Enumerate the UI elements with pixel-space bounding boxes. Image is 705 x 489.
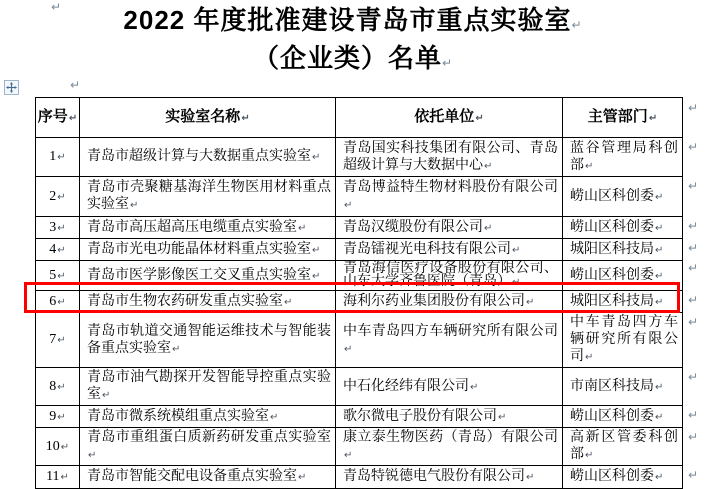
cell-dept: 蓝谷管理局科创部↵: [563, 138, 683, 177]
cell-end-mark: ↵: [344, 343, 353, 355]
cell-lab-name: 青岛市医学影像医工交叉重点实验室↵: [80, 261, 336, 291]
cell-no: 9↵: [36, 406, 80, 428]
cell-end-mark: ↵: [130, 200, 139, 211]
cell-lab-name: 青岛市生物农药研发重点实验室↵: [80, 291, 336, 313]
table-row-highlighted: [36, 291, 703, 313]
cell-end-mark: ↵: [312, 152, 321, 163]
table-row: [36, 261, 703, 291]
header-org: 依托单位↵: [336, 98, 563, 138]
cell-end-mark: ↵: [102, 390, 111, 401]
header-lab-name: 实验室名称↵: [80, 98, 336, 138]
cell-end-mark: ↵: [57, 335, 66, 346]
cell-end-mark: ↵: [484, 160, 493, 172]
cell-no: 8↵: [36, 368, 80, 406]
cell-no: 7↵: [36, 313, 80, 368]
cell-end-mark: ↵: [655, 381, 664, 393]
cell-end-mark: ↵: [470, 381, 479, 393]
cell-end-mark: ↵: [655, 296, 664, 308]
cell-end-mark: ↵: [655, 270, 664, 282]
cell-end-mark: ↵: [57, 381, 66, 393]
cell-end-mark: ↵: [655, 222, 664, 234]
row-end-mark: ↵: [688, 260, 699, 275]
cell-end-mark: ↵: [57, 270, 66, 282]
cell-no: 4↵: [36, 239, 80, 261]
cell-no: 3↵: [36, 217, 80, 239]
cell-end-mark: ↵: [312, 244, 321, 256]
cell-end-mark: ↵: [512, 277, 521, 288]
cell-org: 青岛镭视光电科技有限公司↵: [336, 239, 563, 261]
row-end-mark: ↵: [688, 240, 699, 255]
paragraph-mark: ↵: [70, 78, 81, 92]
cell-end-mark: ↵: [88, 450, 97, 461]
table-row: [36, 138, 703, 177]
cell-lab-name: 青岛市重组蛋白质新药研发重点实验室↵: [80, 428, 336, 466]
cell-end-mark: ↵: [585, 450, 594, 461]
cell-end-mark: ↵: [585, 352, 594, 363]
cell-end-mark: ↵: [241, 113, 250, 124]
table-row: [36, 466, 703, 489]
cell-end-mark: ↵: [270, 411, 279, 423]
cell-no: 2↵: [36, 177, 80, 217]
cell-end-mark: ↵: [512, 244, 521, 256]
cell-end-mark: ↵: [585, 160, 594, 172]
cell-end-mark: ↵: [344, 450, 353, 461]
cell-end-mark: ↵: [57, 222, 66, 234]
table-row: [36, 177, 703, 217]
cell-end-mark: ↵: [475, 113, 484, 124]
cell-end-mark: ↵: [344, 200, 353, 211]
cell-lab-name: 青岛市光电功能晶体材料重点实验室↵: [80, 239, 336, 261]
cell-org: 青岛汉缆股份有限公司↵: [336, 217, 563, 239]
cell-end-mark: ↵: [60, 472, 69, 483]
cell-end-mark: ↵: [68, 113, 78, 124]
cell-org: 青岛海信医疗设备股份有限公司、山东大学齐鲁医院（青岛）↵: [336, 261, 563, 291]
cell-end-mark: ↵: [57, 244, 66, 256]
cell-no: 11↵: [36, 466, 80, 489]
cell-end-mark: ↵: [526, 296, 535, 308]
row-end-mark: ↵: [688, 292, 699, 307]
row-end-mark: ↵: [688, 178, 699, 193]
table-row: [36, 313, 703, 368]
cell-org: 青岛国实科技集团有限公司、青岛超级计算与大数据中心↵: [336, 138, 563, 177]
cell-org: 青岛特锐德电气股份有限公司↵: [336, 466, 563, 489]
cell-end-mark: ↵: [298, 472, 307, 483]
cell-dept: 崂山区科创委↵: [563, 466, 683, 489]
cell-end-mark: ↵: [60, 441, 70, 453]
row-end-mark: ↵: [688, 100, 699, 115]
cell-end-mark: ↵: [57, 191, 66, 203]
four-arrows-icon: [6, 82, 17, 93]
table-row: [36, 239, 703, 261]
cell-end-mark: ↵: [655, 244, 664, 256]
cell-no: 6↵: [36, 291, 80, 313]
cell-no: 5↵: [36, 261, 80, 291]
cell-lab-name: 青岛市智能交配电设备重点实验室↵: [80, 466, 336, 489]
title-line-1: 2022 年度批准建设青岛市重点实验室↵: [123, 5, 582, 35]
cell-org: 康立泰生物医药（青岛）有限公司↵: [336, 428, 563, 466]
cell-org: 中石化经纬有限公司↵: [336, 368, 563, 406]
cell-dept: 中车青岛四方车辆研究所有限公司↵: [563, 313, 683, 368]
cell-end-mark: ↵: [298, 222, 307, 234]
row-end-mark: ↵: [688, 429, 699, 444]
row-end-mark: ↵: [688, 139, 699, 154]
cell-end-mark: ↵: [172, 343, 181, 355]
cell-end-mark: ↵: [284, 296, 293, 308]
table-row: [36, 406, 703, 428]
labs-table: [35, 97, 703, 489]
row-end-mark: ↵: [688, 467, 699, 482]
cell-dept: 高新区管委科创部↵: [563, 428, 683, 466]
paragraph-mark: ↵: [441, 56, 453, 70]
cell-no: 10↵: [36, 428, 80, 466]
header-no: 序号↵: [36, 98, 80, 138]
cell-no: 1↵: [36, 138, 80, 177]
cell-dept: 崂山区科创委↵: [563, 177, 683, 217]
cell-org: 中车青岛四方车辆研究所有限公司↵: [336, 313, 563, 368]
table-row: [36, 217, 703, 239]
cell-dept: 市南区科技局↵: [563, 368, 683, 406]
cell-end-mark: ↵: [655, 411, 664, 423]
table-row: [36, 368, 703, 406]
cell-lab-name: 青岛市微系统模组重点实验室↵: [80, 406, 336, 428]
cell-end-mark: ↵: [312, 270, 321, 282]
row-end-mark: ↵: [688, 218, 699, 233]
cell-lab-name: 青岛市油气勘探开发智能导控重点实验室↵: [80, 368, 336, 406]
cell-end-mark: ↵: [655, 472, 664, 483]
cell-end-mark: ↵: [526, 472, 535, 483]
cell-end-mark: ↵: [655, 191, 664, 203]
cell-dept: 崂山区科创委↵: [563, 261, 683, 291]
row-end-mark: ↵: [688, 407, 699, 422]
cell-end-mark: ↵: [57, 152, 66, 163]
header-dept: 主管部门↵: [563, 98, 683, 138]
cell-lab-name: 青岛市轨道交通智能运维技术与智能装备重点实验室↵: [80, 313, 336, 368]
cell-end-mark: ↵: [484, 222, 493, 234]
table-move-handle-icon[interactable]: [4, 80, 19, 95]
cell-org: 海利尔药业集团股份有限公司↵: [336, 291, 563, 313]
document-title: [0, 4, 705, 80]
paragraph-mark: ↵: [51, 0, 62, 14]
cell-end-mark: ↵: [57, 411, 66, 423]
cell-org: 青岛博益特生物材料股份有限公司↵: [336, 177, 563, 217]
cell-dept: 崂山区科创委↵: [563, 217, 683, 239]
cell-end-mark: ↵: [498, 411, 507, 423]
paragraph-mark: ↵: [571, 18, 582, 32]
cell-lab-name: 青岛市高压超高压电缆重点实验室↵: [80, 217, 336, 239]
cell-org: 歌尔微电子股份有限公司↵: [336, 406, 563, 428]
cell-dept: 城阳区科技局↵: [563, 239, 683, 261]
row-end-mark: ↵: [688, 369, 699, 384]
cell-dept: 崂山区科创委↵: [563, 406, 683, 428]
table-header-row: [36, 98, 703, 138]
row-end-mark: ↵: [688, 314, 699, 329]
cell-end-mark: ↵: [57, 296, 66, 308]
cell-lab-name: 青岛市壳聚糖基海洋生物医用材料重点实验室↵: [80, 177, 336, 217]
cell-end-mark: ↵: [648, 113, 658, 124]
table-row: [36, 428, 703, 466]
cell-lab-name: 青岛市超级计算与大数据重点实验室↵: [80, 138, 336, 177]
title-line-2: （企业类）名单↵: [252, 43, 453, 73]
cell-dept: 城阳区科技局↵: [563, 291, 683, 313]
